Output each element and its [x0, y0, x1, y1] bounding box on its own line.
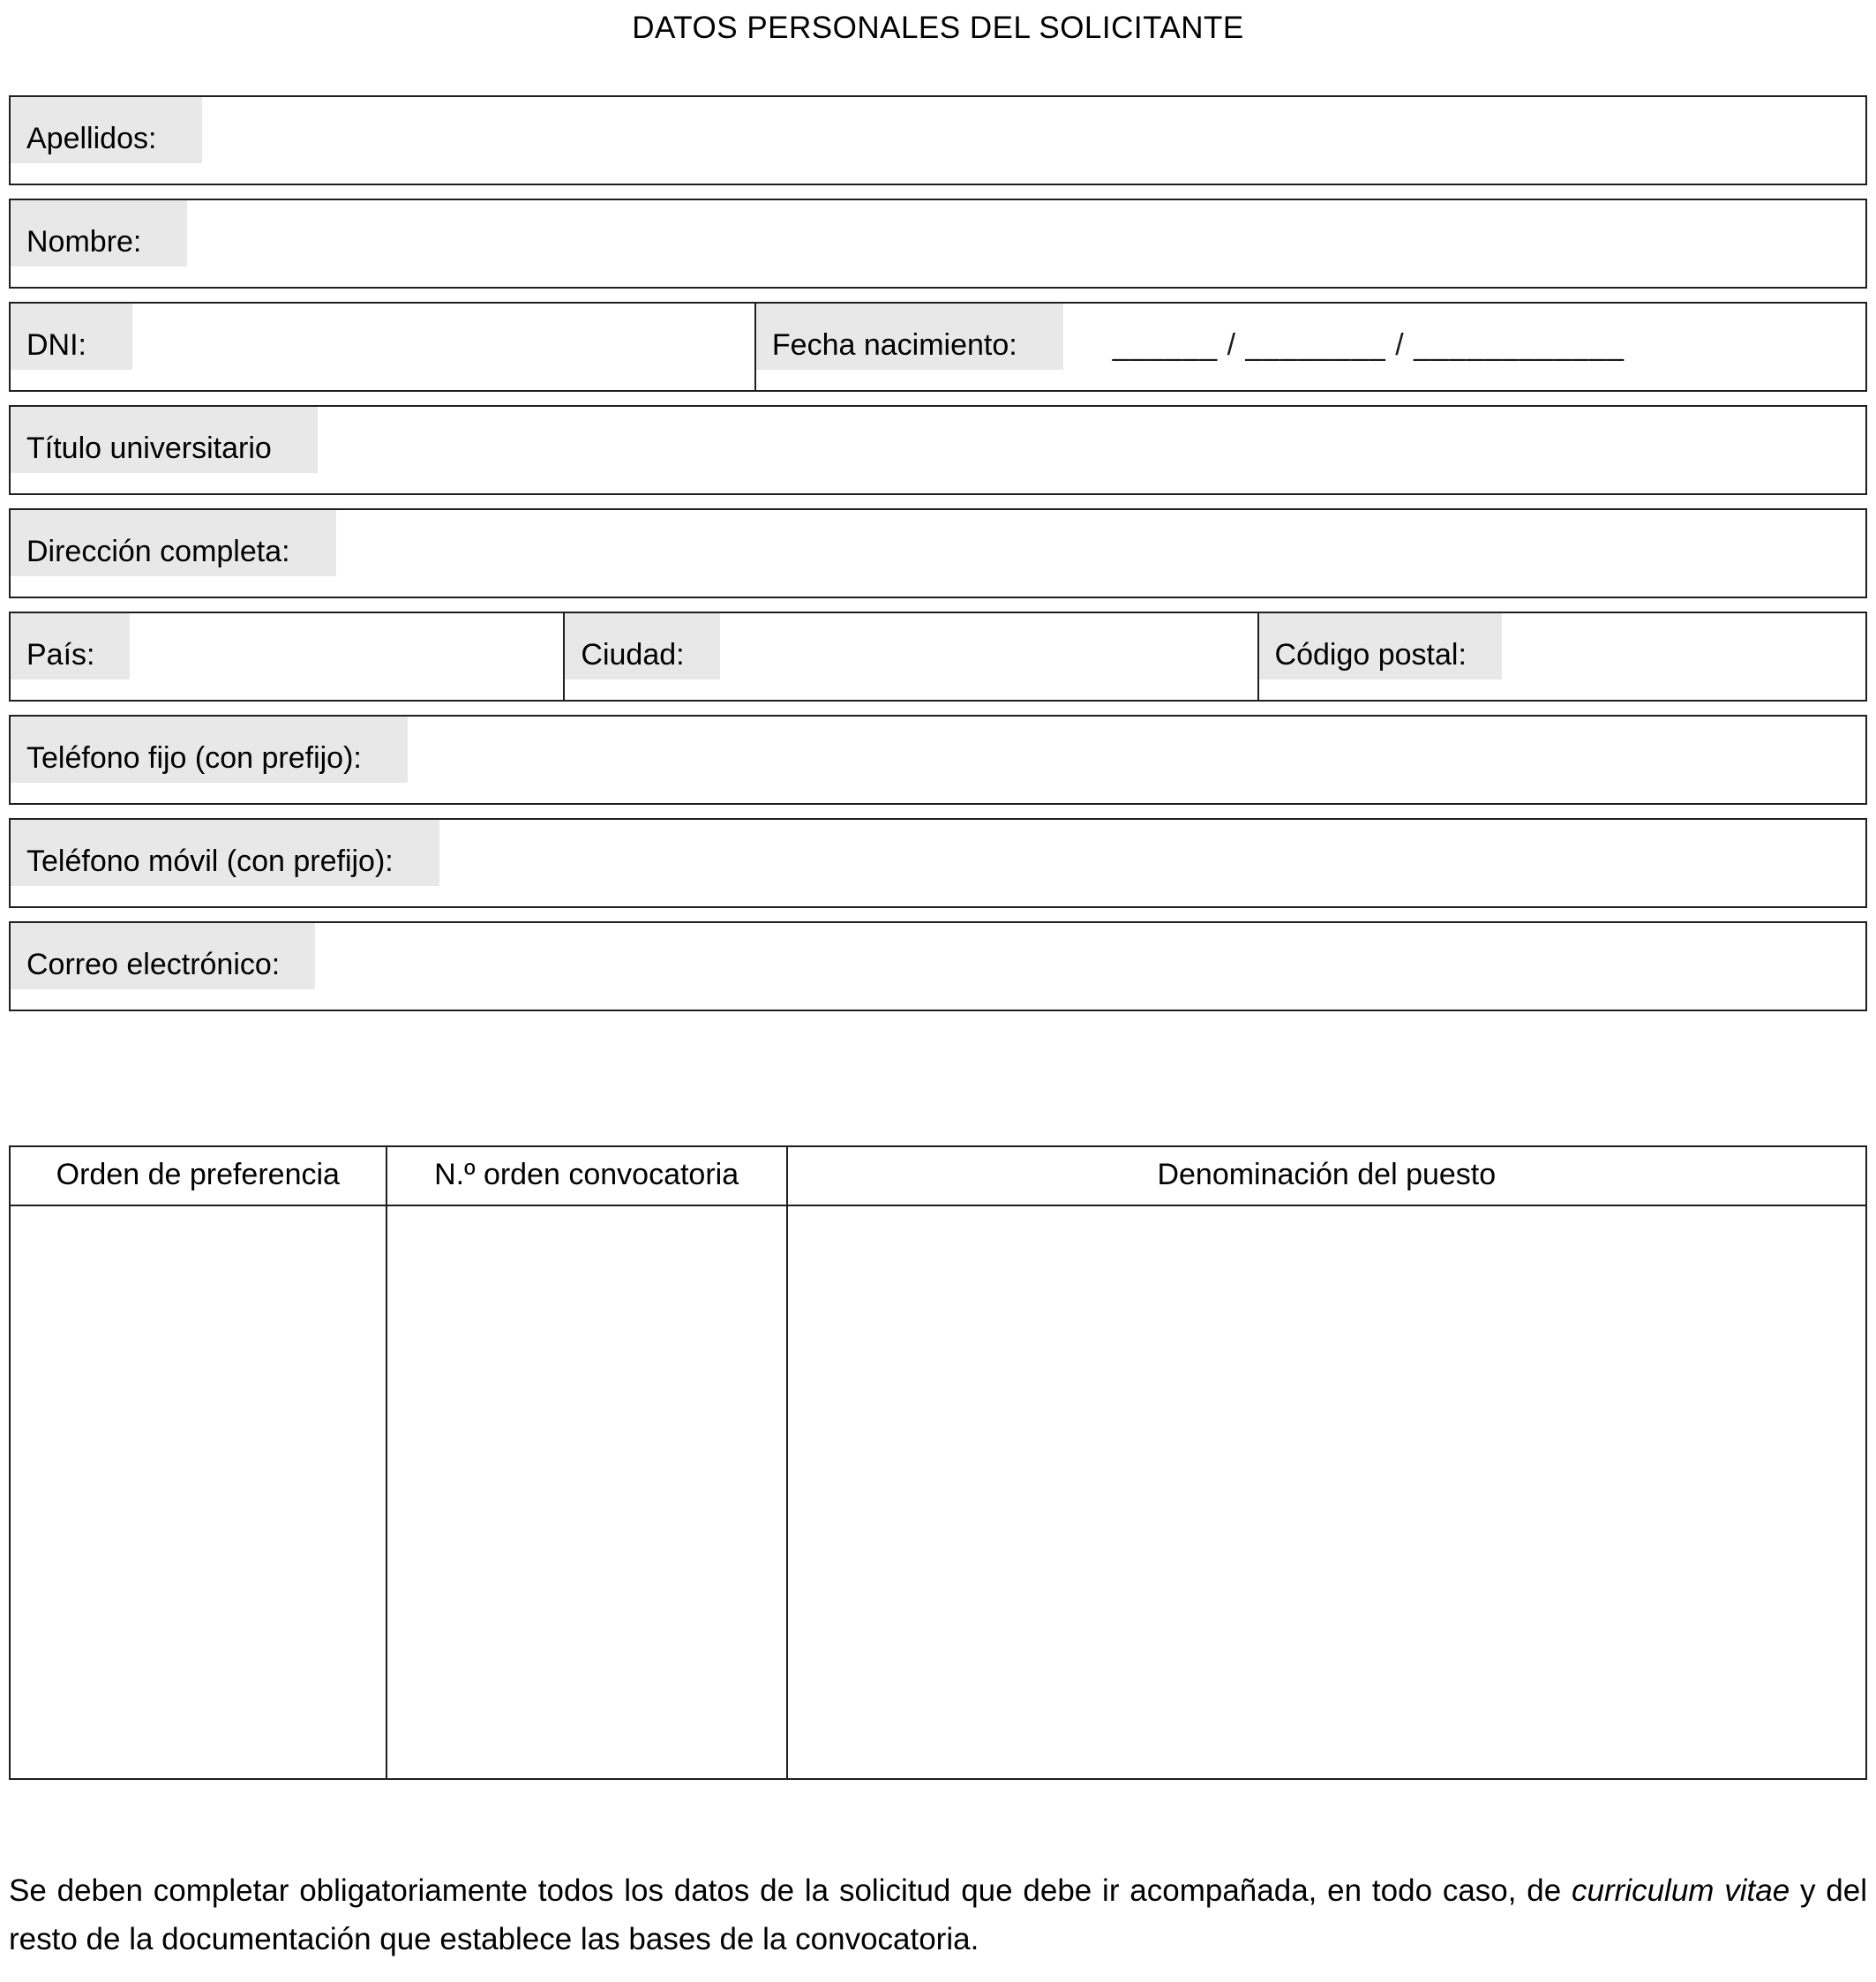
dni-input[interactable]: [132, 304, 754, 390]
correo-cell: [11, 923, 1865, 1010]
nombre-label: Nombre:: [11, 200, 187, 267]
dni-label: DNI:: [11, 304, 132, 370]
dni-cell: [11, 304, 754, 390]
titulo-universitario-label: Título universitario: [11, 407, 318, 473]
field-row-pais-ciudad-cp: [9, 612, 1867, 702]
header-orden-convocatoria: N.º orden convocatoria: [386, 1147, 786, 1205]
direccion-completa-input[interactable]: [336, 510, 1865, 597]
ciudad-label: Ciudad:: [565, 613, 719, 679]
field-row-apellidos: [9, 95, 1867, 185]
codigo-postal-cell: [1257, 613, 1865, 700]
titulo-universitario-input[interactable]: [318, 407, 1865, 493]
field-row-correo: [9, 921, 1867, 1011]
header-orden-preferencia: Orden de preferencia: [56, 1158, 340, 1191]
instructions-note: [9, 1866, 1867, 1964]
telefono-movil-cell: [11, 820, 1865, 906]
page-title: DATOS PERSONALES DEL SOLICITANTE: [632, 11, 1244, 45]
apellidos-input[interactable]: [202, 97, 1865, 184]
orden-convocatoria-column-input[interactable]: [386, 1206, 786, 1778]
fecha-nacimiento-blank-line[interactable]: ______ / ________ / ____________: [1112, 328, 1625, 362]
ciudad-cell: [563, 613, 1257, 700]
instructions-note-part1: Se deben completar obligatoriamente todos los datos de la solicitud que debe ir acompañada, en todo caso, de: [9, 1873, 1572, 1908]
nombre-cell: [11, 200, 1865, 287]
telefono-movil-input[interactable]: [439, 820, 1865, 906]
correo-electronico-input[interactable]: [315, 923, 1865, 1010]
field-row-titulo: [9, 405, 1867, 495]
preferences-table-header: [11, 1147, 1865, 1206]
fecha-nacimiento-input[interactable]: [1625, 304, 1865, 390]
preferences-table-body: [11, 1206, 1865, 1778]
preferences-table: [9, 1145, 1867, 1780]
telefono-movil-label: Teléfono móvil (con prefijo):: [11, 820, 439, 886]
orden-preferencia-column-input[interactable]: [11, 1206, 386, 1778]
instructions-note-part2: y del resto de la documentación que establece las bases de la convocatoria.: [9, 1873, 1867, 1957]
field-row-direccion: [9, 508, 1867, 598]
telefono-fijo-input[interactable]: [408, 717, 1865, 803]
apellidos-cell: [11, 97, 1865, 184]
nombre-input[interactable]: [187, 200, 1865, 287]
apellidos-label: Apellidos:: [11, 97, 202, 163]
direccion-cell: [11, 510, 1865, 597]
field-row-nombre: [9, 199, 1867, 289]
fecha-nacimiento-cell: [754, 304, 1865, 390]
telefono-fijo-label: Teléfono fijo (con prefijo):: [11, 717, 408, 783]
field-row-telefono-fijo: [9, 715, 1867, 805]
correo-electronico-label: Correo electrónico:: [11, 923, 315, 989]
titulo-cell: [11, 407, 1865, 493]
form-page: [0, 11, 1876, 1964]
field-row-telefono-movil: [9, 818, 1867, 908]
codigo-postal-input[interactable]: [1502, 613, 1865, 700]
direccion-completa-label: Dirección completa:: [11, 510, 336, 576]
codigo-postal-label: Código postal:: [1259, 613, 1502, 679]
field-row-dni-fecha: [9, 302, 1867, 392]
fecha-nacimiento-label: Fecha nacimiento:: [756, 304, 1063, 370]
pais-label: País:: [11, 613, 130, 679]
ciudad-input[interactable]: [720, 613, 1257, 700]
pais-input[interactable]: [130, 613, 563, 700]
pais-cell: [11, 613, 563, 700]
denominacion-puesto-column-input[interactable]: [786, 1206, 1865, 1778]
telefono-fijo-cell: [11, 717, 1865, 803]
instructions-note-italic: curriculum vitae: [1572, 1873, 1790, 1908]
header-denominacion-puesto: Denominación del puesto: [786, 1147, 1865, 1205]
